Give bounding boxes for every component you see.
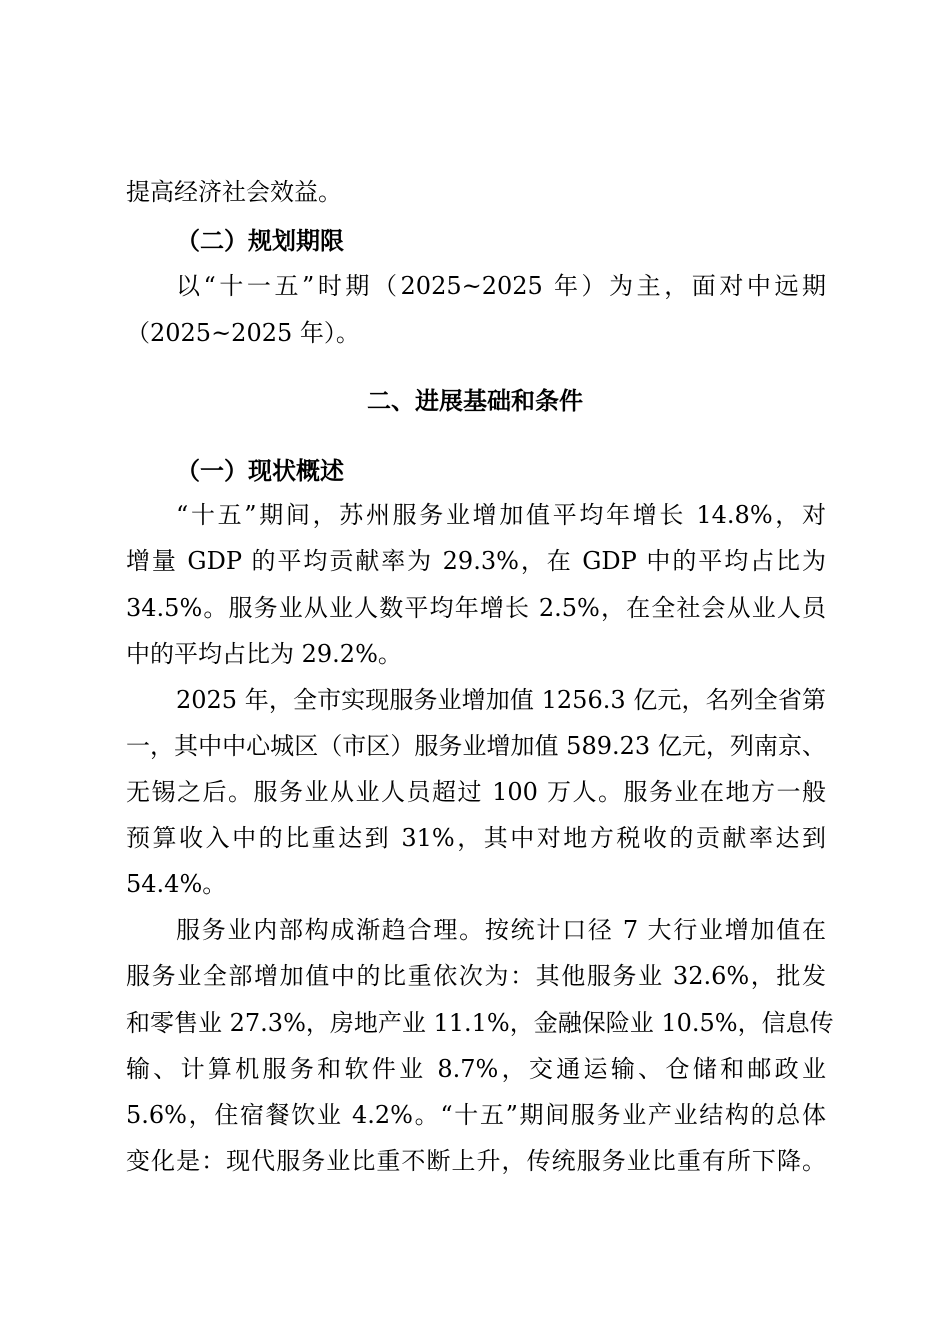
paragraph-line: 以“十一五”时期（2025~2025 年）为主，面对中远期 <box>176 272 826 300</box>
paragraph-line: 无锡之后。服务业从业人员超过 100 万人。服务业在地方一般 <box>126 778 826 806</box>
paragraph-line: 输、计算机服务和软件业 8.7%，交通运输、仓储和邮政业 <box>126 1055 826 1083</box>
paragraph-line: 预算收入中的比重达到 31%，其中对地方税收的贡献率达到 <box>126 824 826 852</box>
paragraph-line: 服务业全部增加值中的比重依次为：其他服务业 32.6%，批发 <box>126 962 826 990</box>
chapter-heading: 二、进展基础和条件 <box>367 387 583 415</box>
paragraph-line: 中的平均占比为 29.2%。 <box>126 640 402 668</box>
paragraph-line: 服务业内部构成渐趋合理。按统计口径 7 大行业增加值在 <box>176 916 826 944</box>
paragraph-line: 一，其中中心城区（市区）服务业增加值 589.23 亿元，列南京、 <box>126 732 826 760</box>
section-subheading-overview: （一）现状概述 <box>176 457 344 485</box>
paragraph-line: 5.6%，住宿餐饮业 4.2%。“十五”期间服务业产业结构的总体 <box>126 1101 826 1129</box>
paragraph-line: 变化是：现代服务业比重不断上升，传统服务业比重有所下降。 <box>126 1147 826 1175</box>
paragraph-line: 提高经济社会效益。 <box>126 178 342 206</box>
paragraph-line: 增量 GDP 的平均贡献率为 29.3%，在 GDP 中的平均占比为 <box>126 547 826 575</box>
paragraph-line: 和零售业 27.3%，房地产业 11.1%，金融保险业 10.5%，信息传 <box>126 1009 834 1037</box>
paragraph-line: 54.4%。 <box>126 870 227 898</box>
paragraph-line: 2025 年，全市实现服务业增加值 1256.3 亿元，名列全省第 <box>176 686 826 714</box>
section-subheading-planning-period: （二）规划期限 <box>176 227 344 255</box>
paragraph-line: 34.5%。服务业从业人数平均年增长 2.5%，在全社会从业人员 <box>126 594 826 622</box>
paragraph-line: “十五”期间，苏州服务业增加值平均年增长 14.8%，对 <box>176 501 826 529</box>
paragraph-line: （2025~2025 年）。 <box>126 319 360 347</box>
